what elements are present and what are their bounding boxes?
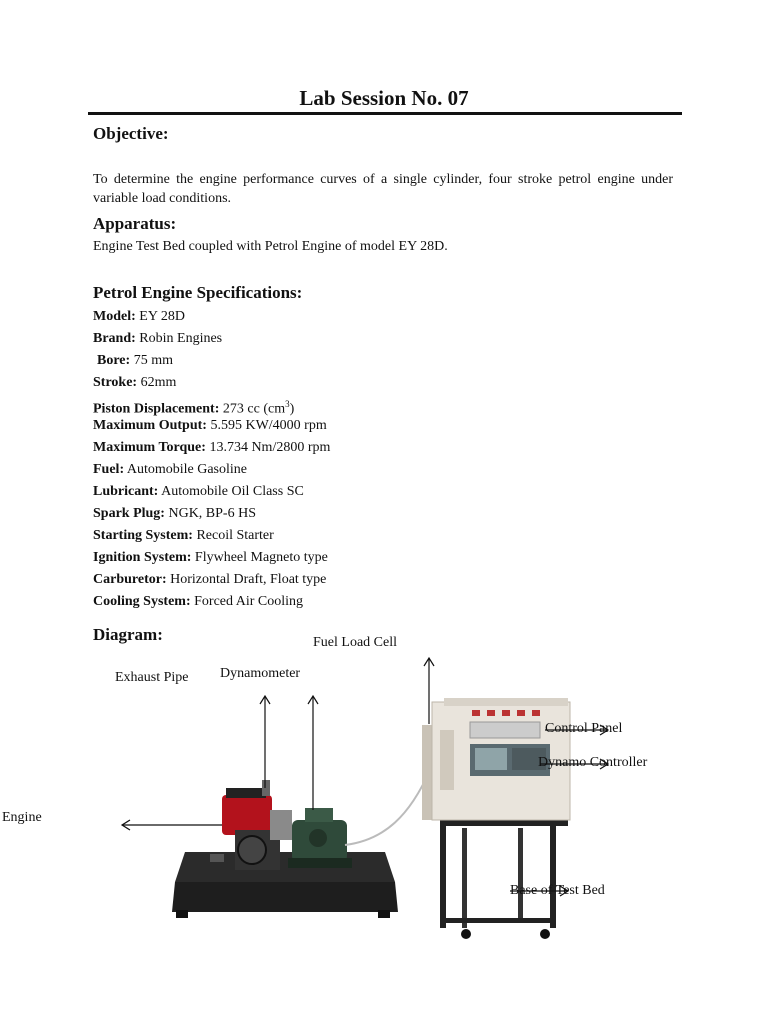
spec-bore: Bore: 75 mm <box>97 352 173 368</box>
objective-heading: Objective: <box>93 124 169 143</box>
spec-model: Model: EY 28D <box>93 309 186 324</box>
diagram-heading: Diagram: <box>93 625 163 644</box>
label-exhaust-pipe: Exhaust Pipe <box>115 670 189 685</box>
spec-max-output: Maximum Output: 5.595 KW/4000 rpm <box>93 418 327 434</box>
label-dynamometer: Dynamometer <box>220 666 301 681</box>
spec-piston-displacement: Piston Displacement: 273 cc $(cm^3)$ <box>93 398 295 417</box>
label-fuel-load-cell: Fuel Load Cell <box>313 635 397 650</box>
label-base-of-test-bed: Base of Test Bed <box>510 883 605 898</box>
spec-carburetor: Carburetor: Horizontal Draft, Float type <box>93 571 327 587</box>
spec-stroke: Stroke: 62mm <box>93 374 177 390</box>
spec-ignition-system: Ignition System: Flywheel Magneto type <box>93 549 328 565</box>
specs-heading: Petrol Engine Specifications: <box>93 283 303 302</box>
objective-text: To determine the engine performance curves of a single cylinder, four stroke petrol engine under variable load conditions. <box>93 172 673 206</box>
page-title: Lab Session No. 07 <box>299 86 469 110</box>
spec-starting-system: Starting System: Recoil Starter <box>93 527 274 543</box>
spec-lubricant: Lubricant: Automobile Oil Class SC <box>93 484 304 500</box>
apparatus-heading: Apparatus: <box>93 214 177 233</box>
spec-list <box>93 306 330 612</box>
spec-brand: Brand: Robin Engines <box>93 330 223 346</box>
spec-max-torque: Maximum Torque: 13.734 Nm/2800 rpm <box>93 440 331 456</box>
spec-fuel: Fuel: Automobile Gasoline <box>93 462 247 478</box>
engine-platform <box>172 852 398 918</box>
stand-frame <box>440 820 568 939</box>
test-bed-diagram <box>0 640 768 950</box>
label-control-panel: Control Panel <box>545 721 623 736</box>
spec-spark-plug: Spark Plug: NGK, BP-6 HS <box>93 506 256 522</box>
spec-cooling-system: Cooling System: Forced Air Cooling <box>93 593 304 609</box>
apparatus-text: Engine Test Bed coupled with Petrol Engine of model EY 28D. <box>93 239 448 254</box>
dynamometer-illustration <box>288 808 352 868</box>
title-rule <box>88 112 682 115</box>
label-dynamo-controller: Dynamo Controller <box>538 755 648 770</box>
label-engine: Engine <box>2 810 42 825</box>
